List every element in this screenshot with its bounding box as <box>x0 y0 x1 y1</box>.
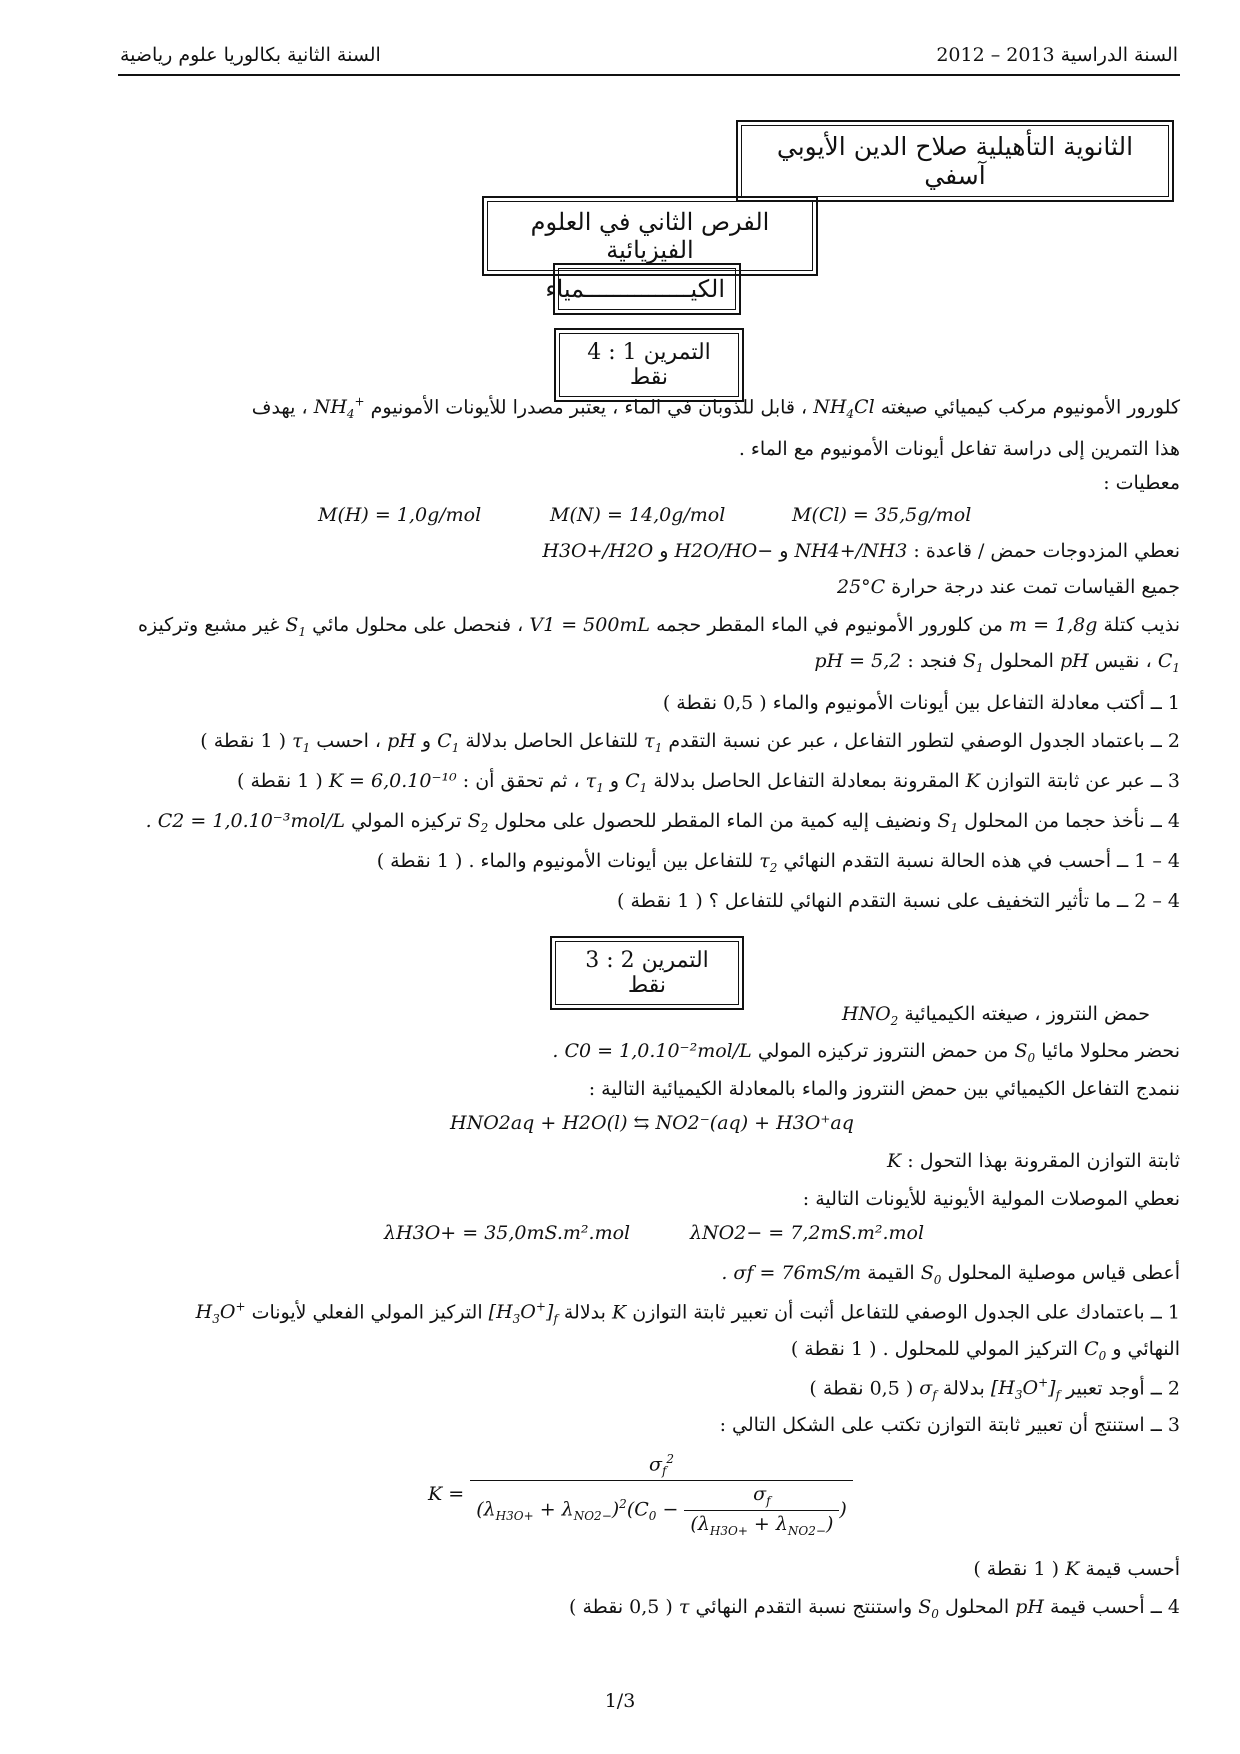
ex1-q2e: ( 1 نقطة ) <box>200 730 287 752</box>
lambda-h3o: λH3O+ = 35,0mS.m².mol <box>384 1222 631 1244</box>
ex1-q4a: 4 ــ نأخذ حجما من المحلول <box>964 810 1180 832</box>
ex2-conductivity-label: نعطي الموصلات المولية الأيونية للأيونات التالية : <box>802 1188 1180 1210</box>
ex2-chemical-equation: HNO2aq + H2O(l) ⇆ NO2⁻(aq) + H3O⁺aq <box>450 1112 854 1134</box>
ex1-question-1: 1 ــ أكتب معادلة التفاعل بين أيونات الأمونيوم والماء ( 0,5 نقطة ) <box>662 692 1180 714</box>
symbol-tau: τ <box>678 1596 690 1618</box>
ex1-q3c: و <box>609 770 620 792</box>
exercise2-title-box <box>550 936 744 1010</box>
symbol-c1: $C_1$ <box>1157 650 1180 675</box>
ex1-q3e: ( 1 نقطة ) <box>237 770 323 792</box>
ex2-question-1-line1 <box>196 1300 1180 1326</box>
ex2-intro-line1 <box>842 1003 1150 1028</box>
ex1-q2a: 2 ــ باعتماد الجدول الوصفي لتطور التفاعل ، عبر عن نسبة التقدم <box>668 730 1180 752</box>
symbol-k-ex2: K <box>887 1150 902 1172</box>
couples-and-1: و <box>779 540 789 562</box>
symbol-tau1: $\tau_1$ <box>644 730 663 755</box>
ex2-q4c: واستنتج نسبة التقدم النهائي <box>695 1596 913 1618</box>
ex1-q3d: ، ثم تحقق أن : <box>462 770 580 792</box>
symbol-ph-ex2: pH <box>1015 1596 1044 1618</box>
ex2-q4a: 4 ــ أحسب قيمة <box>1050 1596 1180 1618</box>
couple-h2o-ho: H2O/HO− <box>674 540 774 562</box>
exercise1-title: التمرين 1 : 4 نقط <box>559 333 739 397</box>
symbol-tau1-q2: $\tau_1$ <box>292 730 311 755</box>
ex1-p1c: ، يهدف <box>251 396 308 419</box>
subject-title: الكيـــــــــــــــمياء <box>558 268 736 310</box>
ex1-question-2 <box>200 730 1180 755</box>
formula-hno2: $HNO_2$ <box>841 1003 899 1028</box>
ex1-p1b: ، قابل للذوبان في الماء ، يعتبر مصدرا للأيونات الأمونيوم <box>370 396 808 419</box>
ex2-question-1-line2 <box>791 1338 1180 1363</box>
ex1-p2c: ، فنحصل على محلول مائي <box>312 614 524 636</box>
ex1-q4-period: . <box>145 810 152 832</box>
ex1-volume-value: V1 = 500mL <box>529 614 651 636</box>
ex2-q1a: 1 ــ باعتمادك على الجدول الوصفي للتفاعل أثبت أن تعبير ثابتة التوازن <box>632 1301 1180 1324</box>
ex2-k-label-line <box>887 1150 1180 1172</box>
ex2-q2c: ( 0,5 نقطة ) <box>809 1377 914 1400</box>
ex1-p3a: ، نقيس <box>1094 650 1152 672</box>
ex1-ph-line <box>814 650 1180 675</box>
ex2-calc-k <box>973 1558 1180 1580</box>
symbol-tau2: $\tau_2$ <box>759 850 778 875</box>
ex1-givens-label: معطيات : <box>1103 472 1180 494</box>
ex2-k-label: ثابتة التوازن المقرونة بهذا التحول : <box>907 1150 1180 1172</box>
ex2-sigma-a: أعطى قياس موصلية المحلول <box>947 1262 1180 1284</box>
ex2-intro-line2 <box>552 1040 1180 1065</box>
ex2-q1c: التركيز المولي الفعلي لأيونات <box>251 1301 483 1324</box>
couples-and-2: و <box>659 540 669 562</box>
ex2-p1a: حمض النتروز ، صيغته الكيميائية <box>904 1003 1150 1025</box>
ex2-q4b: المحلول <box>944 1596 1010 1618</box>
ex1-q4b: ونضيف إليه كمية من الماء المقطر للحصول على محلول <box>494 810 932 832</box>
header-class: السنة الثانية بكالوريا علوم رياضية <box>120 44 381 66</box>
symbol-s2: $S_2$ <box>467 810 489 835</box>
symbol-ph: pH <box>1059 650 1089 672</box>
k-formula: K = $\sigma_f^2$ $(\lambda_{H3O+} + \lambda_{NO2-})^2(C_0$ − $\frac{\sigma_f}{(\lambda_{H3O+} + \lambda_{NO2-})}$ ) <box>428 1452 853 1538</box>
ex2-question-2 <box>809 1376 1180 1402</box>
ex1-p2d: غير مشبع وتركيزه <box>138 614 280 636</box>
ex2-model-line: ننمدج التفاعل الكيميائي بين حمض النتروز والماء بالمعادلة الكيميائية التالية : <box>588 1078 1180 1100</box>
exercise2-title: التمرين 2 : 3 نقط <box>555 941 739 1005</box>
lambda-no2: λNO2− = 7,2mS.m².mol <box>690 1222 925 1244</box>
page-number: 1/3 <box>604 1690 636 1712</box>
symbol-c0: $C_0$ <box>1084 1338 1107 1363</box>
ex2-sigma-line <box>721 1262 1180 1287</box>
school-name: الثانوية التأهيلية صلاح الدين الأيوبي آسفي <box>741 125 1169 197</box>
ex1-intro-line1 <box>252 395 1180 421</box>
symbol-ph-q2: pH <box>387 730 416 752</box>
symbol-sigma-f: $\sigma_f$ <box>919 1377 937 1403</box>
symbol-s1: $S_1$ <box>285 614 307 639</box>
symbol-k-calc: K <box>1065 1558 1080 1580</box>
ex2-sigma-b: القيمة <box>867 1262 915 1284</box>
ex1-intro-line2: هذا التمرين إلى دراسة تفاعل أيونات الأمونيوم مع الماء . <box>738 438 1180 460</box>
symbol-h3o-f-q2: $[H_3O^+]_f$ <box>990 1376 1061 1403</box>
symbol-k: K <box>965 770 980 792</box>
ex2-sigma-value: σf = 76mS/m <box>733 1262 862 1284</box>
ex2-p2b: من حمض النتروز تركيزه المولي <box>757 1040 1009 1062</box>
ex1-c2-value: C2 = 1,0.10⁻³mol/L <box>157 810 346 832</box>
ex2-q3-calc-a: أحسب قيمة <box>1085 1558 1180 1580</box>
temp-value: 25°C <box>836 576 886 598</box>
ex1-q4c: تركيزه المولي <box>351 810 462 832</box>
temp-text: جميع القياسات تمت عند درجة حرارة <box>891 576 1180 598</box>
ex2-q2a: 2 ــ أوجد تعبير <box>1066 1377 1180 1400</box>
ex1-q2b: للتفاعل الحاصل بدلالة <box>465 730 639 752</box>
symbol-s1-q4: $S_1$ <box>937 810 959 835</box>
symbol-s1b: $S_1$ <box>962 650 984 675</box>
header-rule <box>118 74 1180 76</box>
ex1-q3b: المقرونة بمعادلة التفاعل الحاصل بدلالة <box>653 770 960 792</box>
ex1-dissolution-line <box>138 614 1180 639</box>
ex1-q41a: 4 – 1 ــ أحسب في هذه الحالة نسبة التقدم النهائي <box>783 850 1180 872</box>
symbol-h3o-f: $[H_3O^+]_f$ <box>488 1300 558 1327</box>
ex1-temperature-line <box>837 576 1180 598</box>
ex2-q1e: التركيز المولي للمحلول . ( 1 نقطة ) <box>790 1338 1079 1360</box>
symbol-s0-sigma: $S_0$ <box>920 1262 942 1287</box>
ex2-q1b: بدلالة <box>563 1301 606 1324</box>
header-school-year: السنة الدراسية 2013 – 2012 <box>936 44 1178 66</box>
ex1-p1a: كلورور الأمونيوم مركب كيميائي صيغته <box>880 396 1180 419</box>
ex1-p3b: المحلول <box>989 650 1054 672</box>
ex1-question-4-2: 4 – 2 ــ ما تأثير التخفيف على نسبة التقدم النهائي للتفاعل ؟ ( 1 نقطة ) <box>617 890 1180 912</box>
k-formula-fraction: $\sigma_f^2$ $(\lambda_{H3O+} + \lambda_{NO2-})^2(C_0$ − $\frac{\sigma_f}{(\lambda_{H3O+} + \lambda_{NO2-})}$ ) <box>470 1452 853 1538</box>
ex1-ph-value: pH = 5,2 <box>814 650 902 672</box>
school-name-box <box>736 120 1174 202</box>
ex2-p2-period: . <box>552 1040 559 1062</box>
ex2-p2a: نحضر محلولا مائيا <box>1041 1040 1180 1062</box>
ex2-question-3: 3 ــ استنتج أن تعبير ثابتة التوازن تكتب على الشكل التالي : <box>719 1414 1180 1436</box>
symbol-c1-q2: $C_1$ <box>437 730 460 755</box>
ex1-q3a: 3 ــ عبر عن ثابتة التوازن <box>985 770 1180 792</box>
ex2-q2b: بدلالة <box>942 1377 985 1400</box>
symbol-s0: $S_0$ <box>1014 1040 1036 1065</box>
formula-nh4cl: $NH_4Cl$ <box>813 396 875 422</box>
ex2-q1d: النهائي و <box>1112 1338 1180 1360</box>
ex1-p3c: فنجد : <box>907 650 957 672</box>
symbol-k-q1: K <box>611 1301 627 1324</box>
ex1-couples-line <box>542 540 1180 562</box>
symbol-c1-q3: $C_1$ <box>625 770 648 795</box>
ex1-k-value: K = 6,0.10⁻¹⁰ <box>328 770 457 792</box>
symbol-tau1-q3: $\tau_1$ <box>585 770 604 795</box>
couples-label: نعطي المزدوجات حمض / قاعدة : <box>913 540 1180 562</box>
ex2-q4d: ( 0,5 نقطة ) <box>569 1596 673 1618</box>
formula-h3o: $H_3O^+$ <box>195 1300 246 1327</box>
ex1-q2c: و <box>421 730 432 752</box>
formula-nh4plus: $NH_4^+$ <box>313 395 365 422</box>
ex1-question-3 <box>237 770 1180 795</box>
ex1-p2b: من كلورور الأمونيوم في الماء المقطر حجمه <box>656 614 1003 636</box>
symbol-s0-q4: $S_0$ <box>918 1596 939 1621</box>
ex1-question-4 <box>146 810 1180 835</box>
ex1-question-4-1 <box>377 850 1180 875</box>
exam-title: الفرص الثاني في العلوم الفيزيائية <box>487 201 813 271</box>
ex2-q3-calc-b: ( 1 نقطة ) <box>973 1558 1060 1580</box>
subject-title-box <box>545 263 741 315</box>
molar-mass-h: M(H) = 1,0g/mol <box>318 504 482 526</box>
ex2-sigma-period: . <box>721 1262 728 1284</box>
ex1-q41b: للتفاعل بين أيونات الأمونيوم والماء . ( 1 نقطة ) <box>376 850 754 872</box>
couple-h3o-h2o: H3O+/H2O <box>542 540 654 562</box>
exercise1-title-box <box>554 328 744 402</box>
ex1-p2a: نذيب كتلة <box>1103 614 1180 636</box>
couple-nh4-nh3: NH4+/NH3 <box>794 540 908 562</box>
ex2-c0-value: C0 = 1,0.10⁻²mol/L <box>564 1040 752 1062</box>
ex1-q2d: ، احسب <box>316 730 382 752</box>
molar-mass-n: M(N) = 14,0g/mol <box>550 504 726 526</box>
ex2-question-4 <box>569 1596 1180 1621</box>
ex1-mass-value: m = 1,8g <box>1009 614 1098 636</box>
molar-mass-cl: M(Cl) = 35,5g/mol <box>792 504 972 526</box>
